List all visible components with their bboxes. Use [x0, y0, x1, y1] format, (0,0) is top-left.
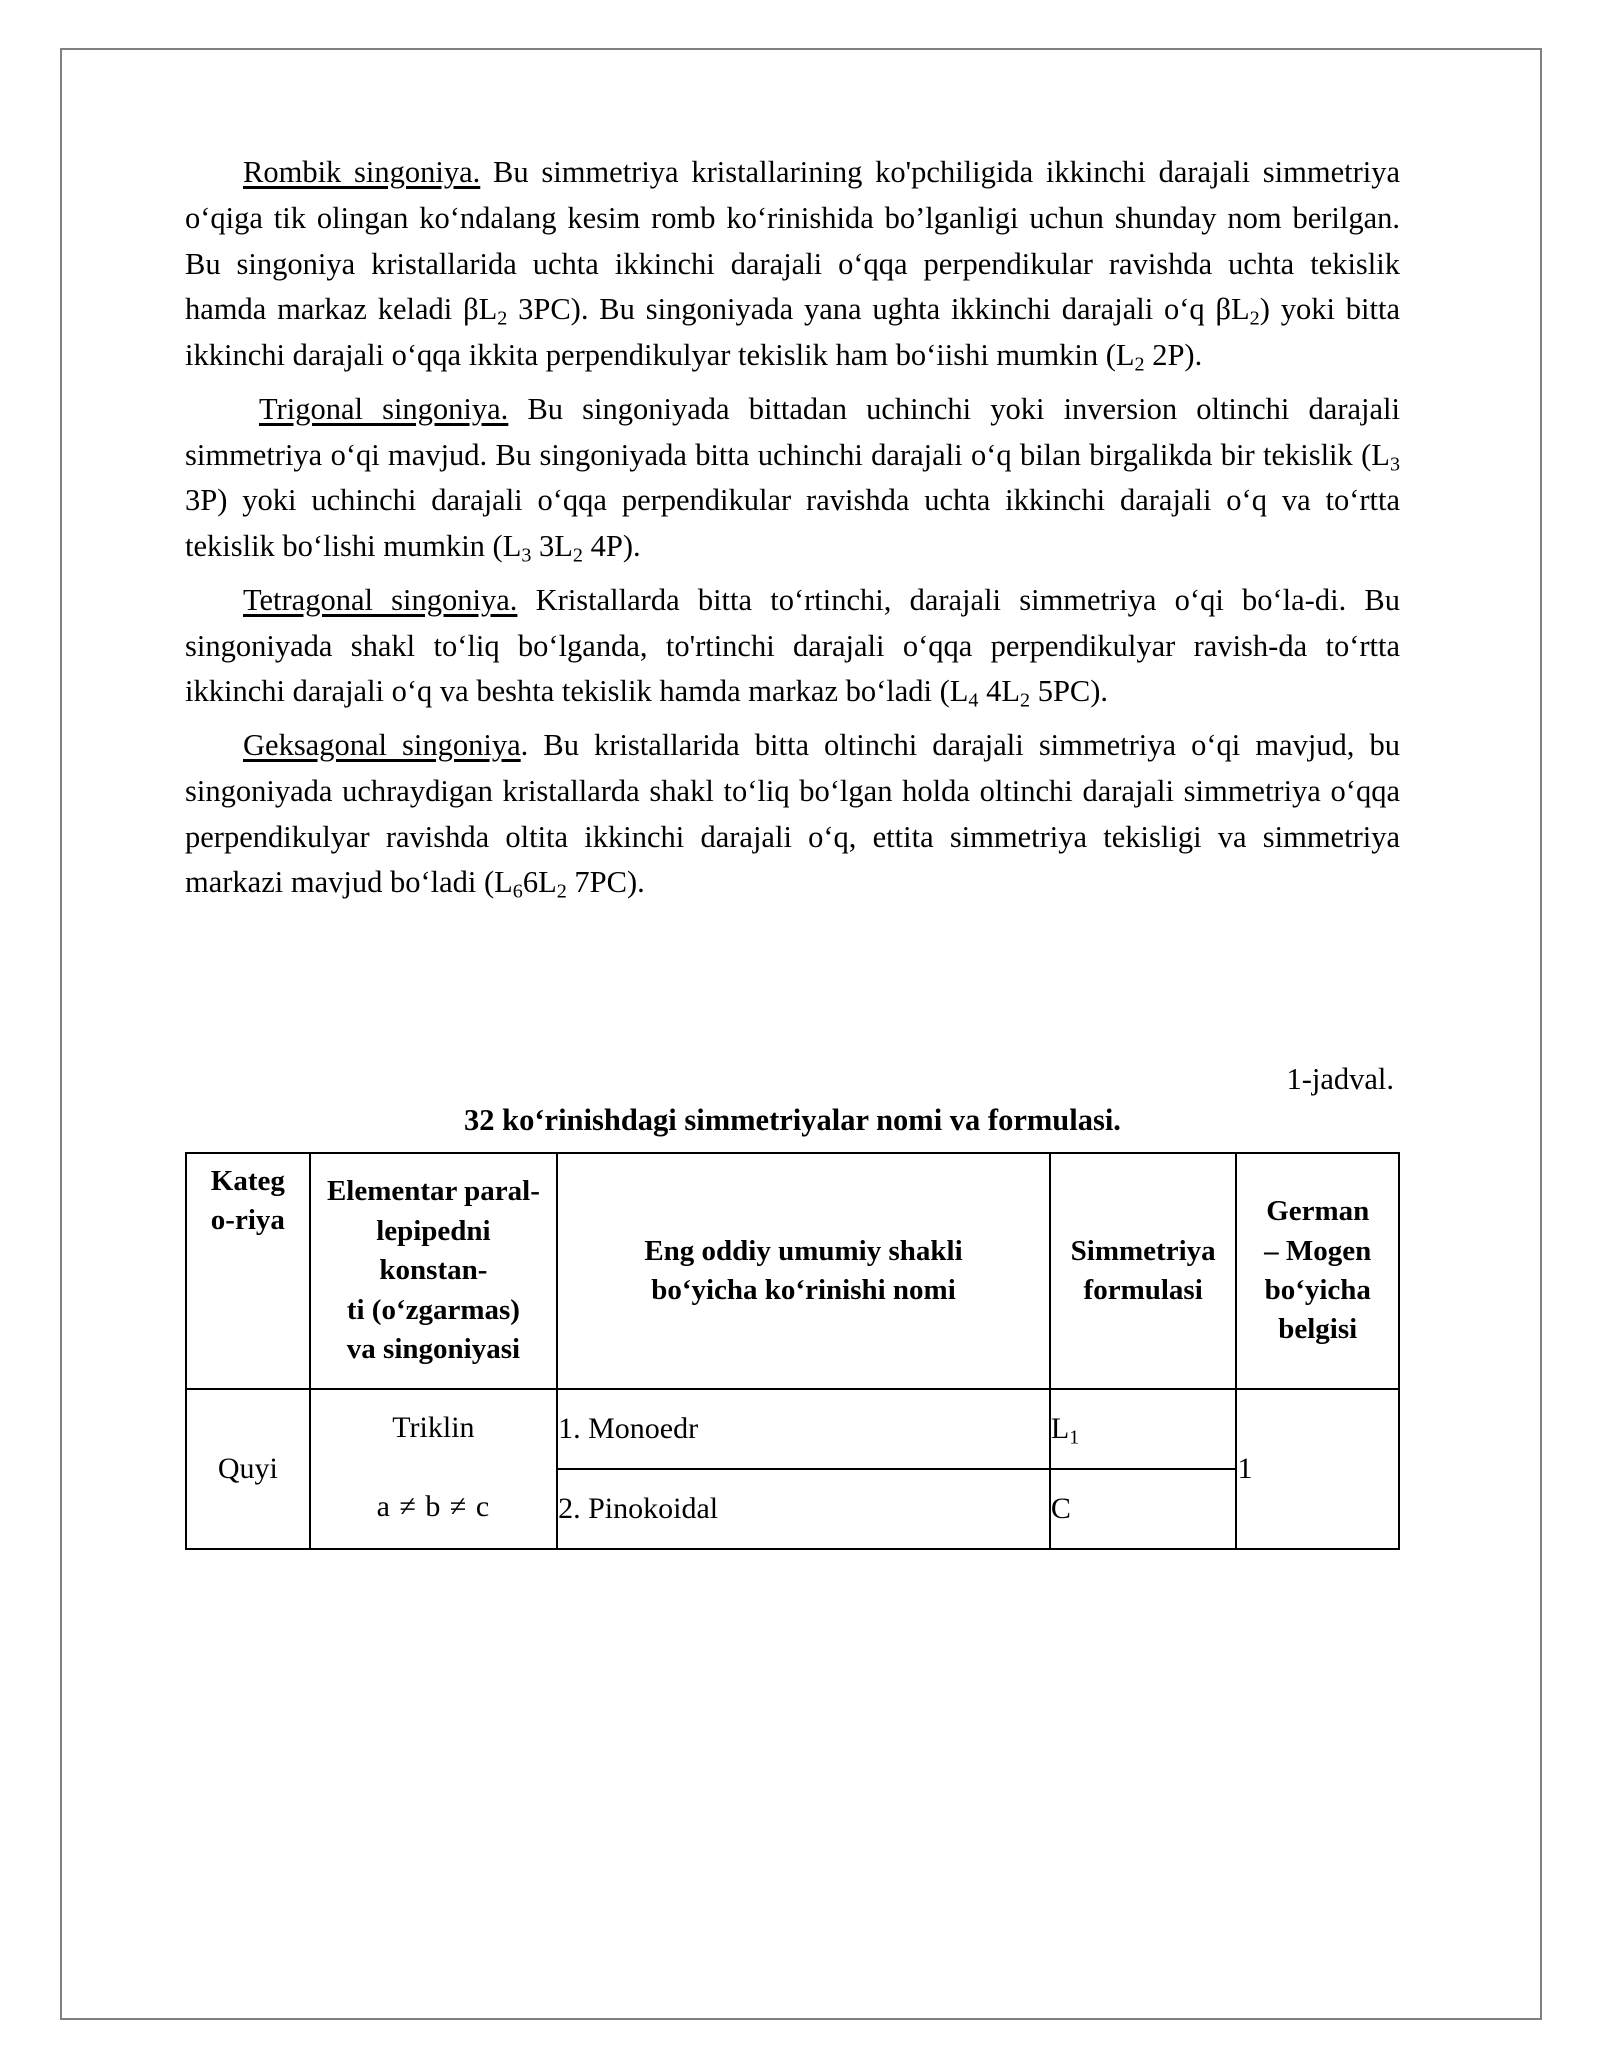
- paragraph-trigonal: [185, 387, 1400, 570]
- header-elementar-text: [311, 1164, 556, 1377]
- symmetry-table: [185, 1152, 1400, 1550]
- cell-german-symbol: 1: [1236, 1389, 1399, 1549]
- paragraph-rombik-lead: Rombik singoniya.: [243, 155, 481, 189]
- header-kategoriya-text: [187, 1154, 309, 1388]
- paragraph-rombik-text-3: ) yoki bitta ikkinchi darajali o‘qqa ikkita perpendikulyar tekislik ham bo‘iishi mumkin (L: [185, 292, 1400, 372]
- cell-singoniya-triklin: [310, 1389, 557, 1549]
- formula-letter-2: C: [1050, 1492, 1071, 1525]
- paragraph-trigonal-sub-3: 2: [572, 544, 583, 567]
- header-elementar-line-3: konstan-: [379, 1254, 488, 1287]
- paragraph-tetragonal: [185, 578, 1400, 715]
- paragraph-rombik-sub-1: 2: [497, 307, 508, 330]
- header-cell-elementar: [310, 1153, 557, 1389]
- paragraph-tetragonal-text-3: 5PC).: [1030, 674, 1109, 709]
- table-title: 32 ko‘rinishdagi simmetriyalar nomi va formulasi.: [464, 1103, 1121, 1137]
- header-german-line-2: – Mogen: [1264, 1234, 1372, 1267]
- paragraph-geksagonal-lead: Geksagonal singoniya: [243, 728, 521, 762]
- triklin-block: [311, 1391, 556, 1547]
- header-elementar-line-2: lepipedni: [376, 1214, 491, 1247]
- document-content: [185, 150, 1400, 1550]
- cell-formula-1: [1050, 1389, 1237, 1469]
- paragraph-geksagonal-text-1: . Bu kristallarida bitta oltinchi darajali simmetriya o‘qi mavjud, bu singoniyada uchraydigan kristallarda shakl to‘liq bo‘lgan holda oltinchi darajali simmetriya o‘qqa perpendikulyar ravishda oltita ikkinchi darajali o‘q, ettita simmetriya tekisligi va simmetriya markazi mavjud bo‘ladi (L: [185, 728, 1400, 900]
- cell-shape-name-2: 2. Pinokoidal: [557, 1469, 1050, 1549]
- header-elementar-line-1: Elementar paral-: [326, 1175, 540, 1208]
- paragraph-rombik: [185, 150, 1400, 379]
- triklin-name: Triklin: [392, 1411, 475, 1444]
- header-simmetriya-line-2: formulasi: [1083, 1274, 1203, 1306]
- paragraph-rombik-text-4: 2P).: [1144, 338, 1203, 372]
- table-header-row: [186, 1153, 1399, 1389]
- paragraph-rombik-sub-2: 2: [1249, 307, 1260, 330]
- header-eng-oddiy-text: [558, 1224, 1049, 1319]
- paragraph-trigonal-text-1: Bu singoniyada bittadan uchinchi yoki inversion oltinchi darajali simmetriya o‘qi mavjud. Bu singoniyada bitta uchinchi darajali o‘q bilan birgalikda bir tekislik (L: [185, 391, 1400, 472]
- paragraph-tetragonal-sub-2: 2: [1020, 689, 1031, 712]
- paragraph-rombik-text-1: Bu simmetriya kristallarining ko'pchiligida ikkinchi darajali simmetriya o‘qiga tik olingan ko‘ndalang kesim romb ko‘rinishida bo’lganligi uchun shunday nom berilgan. Bu singoniya kristallarida uchta ikkinchi darajali o‘qqa perpendikular ravishda uchta tekislik hamda markaz keladi βL: [185, 155, 1401, 327]
- header-cell-kategoriya: [186, 1153, 310, 1389]
- paragraph-trigonal-text-2: 3P) yoki uchinchi darajali o‘qqa perpendikular ravishda uchta ikkinchi darajali o‘q va to‘rtta tekislik bo‘lishi mumkin (L: [185, 483, 1400, 563]
- table-row: [186, 1389, 1399, 1469]
- paragraph-geksagonal-sub-2: 2: [556, 880, 567, 903]
- paragraph-rombik-text-2: 3PC). Bu singoniyada yana ughta ikkinchi darajali o‘q βL: [507, 292, 1250, 327]
- paragraph-geksagonal: [185, 723, 1400, 906]
- paragraph-geksagonal-text-2: 6L: [522, 865, 557, 900]
- header-eng-oddiy-line-2: bo‘yicha ko‘rinishi nomi: [651, 1274, 956, 1306]
- paragraph-trigonal-lead: Trigonal singoniya.: [259, 391, 509, 426]
- paragraph-tetragonal-text-2: 4L: [978, 674, 1020, 709]
- cell-shape-name-1: 1. Monoedr: [557, 1389, 1050, 1469]
- header-kategoriya-line-1: Kateg: [210, 1165, 285, 1197]
- paragraph-geksagonal-text-3: 7PC).: [566, 865, 645, 900]
- paragraph-geksagonal-sub-1: 6: [512, 880, 523, 903]
- paragraph-tetragonal-lead: Tetragonal singoniya.: [243, 582, 518, 617]
- paragraph-tetragonal-sub-1: 4: [968, 689, 979, 712]
- header-german-line-1: German: [1266, 1195, 1370, 1228]
- vertical-spacer: [185, 914, 1400, 1062]
- paragraph-trigonal-text-4: 4P).: [582, 529, 641, 563]
- paragraph-trigonal-sub-1: 3: [1389, 453, 1400, 476]
- formula-sub-1: 1: [1069, 1426, 1080, 1449]
- paragraph-trigonal-text-3: 3L: [531, 529, 573, 563]
- formula-letter-1: L: [1050, 1412, 1070, 1445]
- header-cell-german: [1236, 1153, 1399, 1389]
- header-cell-eng-oddiy: [557, 1153, 1050, 1389]
- cell-kategoriya-quyi: Quyi: [186, 1389, 310, 1549]
- triklin-relation: a ≠ b ≠ c: [376, 1490, 491, 1523]
- header-elementar-line-4: ti (o‘zgarmas): [346, 1293, 520, 1326]
- header-simmetriya-line-1: Simmetriya: [1070, 1234, 1216, 1267]
- paragraph-trigonal-sub-2: 3: [521, 544, 532, 567]
- header-cell-simmetriya: [1050, 1153, 1237, 1389]
- cell-formula-2: [1050, 1469, 1237, 1549]
- paragraph-tetragonal-text-1: Kristallarda bitta to‘rtinchi, darajali simmetriya o‘qi bo‘la-di. Bu singoniyada shakl to‘liq bo‘lganda, to'rtinchi darajali o‘qqa perpendikulyar ravish-da to‘rtta ikkinchi darajali o‘q va beshta tekislik hamda markaz bo‘ladi (L: [185, 582, 1400, 709]
- table-number-label: 1-jadval.: [1286, 1062, 1394, 1096]
- header-kategoriya-line-2: o-riya: [210, 1204, 285, 1237]
- header-german-text: [1237, 1184, 1398, 1358]
- paragraph-rombik-sub-3: 2: [1134, 353, 1145, 376]
- header-german-line-3: bo‘yicha: [1264, 1274, 1371, 1306]
- header-german-line-4: belgisi: [1278, 1313, 1358, 1346]
- header-elementar-line-5: va singoniyasi: [346, 1333, 521, 1366]
- header-simmetriya-text: [1051, 1224, 1236, 1319]
- header-eng-oddiy-line-1: Eng oddiy umumiy shakli: [644, 1234, 963, 1267]
